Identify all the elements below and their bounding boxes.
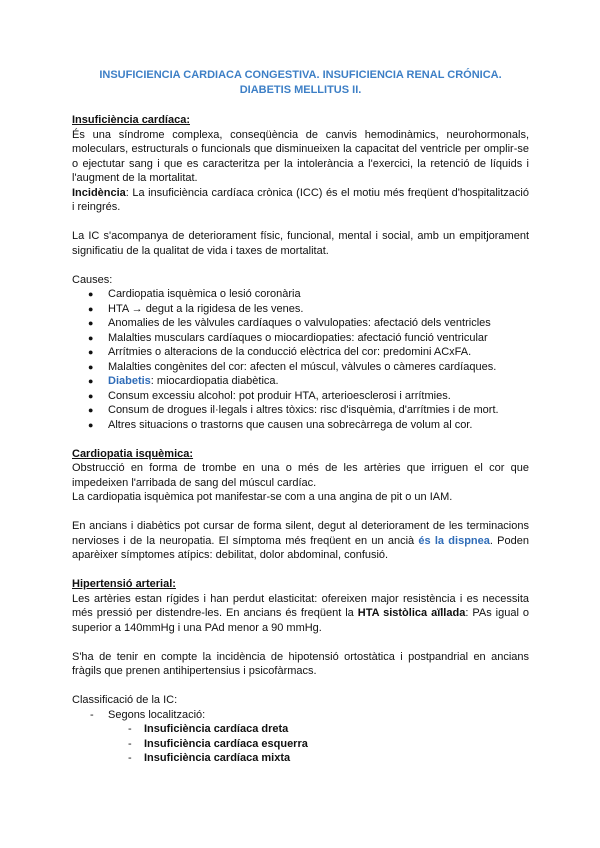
cause-item: ● Altres situacions o trastorns que causen una sobrecàrrega de volum al cor.: [72, 418, 529, 433]
cause-item: ● Cardiopatia isquèmica o lesió coronària: [72, 287, 529, 302]
causes-list: [72, 287, 529, 432]
title-line-1: INSUFICIENCIA CARDIACA CONGESTIVA. INSUFICIENCIA RENAL CRÓNICA.: [99, 69, 502, 81]
cause-item: ● Anomalies de les vàlvules cardíaques o valvulopaties: afectació dels ventricles: [72, 316, 529, 331]
cause-item: ● Consum excessiu alcohol: pot produir HTA, arterioesclerosi i arrítmies.: [72, 389, 529, 404]
hipertensio-heading: Hipertensió arterial:: [72, 578, 176, 590]
classificacio-item: - Insuficiència cardíaca dreta: [72, 722, 529, 737]
ic-incidence: [72, 186, 529, 215]
cause-item: ● HTA → degut a la rigidesa de les venes.: [72, 302, 529, 317]
elderly-before: En ancians i diabètics pot cursar de forma silent, degut al deteriorament de les terminacions nervioses i de la neuropatia. El símptoma més freqüent en un ancià: [72, 520, 529, 547]
hipertensio-text: [72, 592, 529, 636]
cause-item: ● Malalties musculars cardíaques o miocardiopaties: afectació funció ventricular: [72, 331, 529, 346]
cardiopatia-elderly: [72, 519, 529, 563]
classificacio-item: - Insuficiència cardíaca mixta: [72, 751, 529, 766]
incidence-label: Incidència: [72, 186, 126, 199]
document-title: [72, 68, 529, 98]
diabetis-text: : miocardiopatia diabètica.: [150, 375, 279, 387]
cause-item: ● Malalties congènites del cor: afecten el múscul, vàlvules o càmeres cardíaques.: [72, 360, 529, 375]
cardiopatia-text-1: Obstrucció en forma de trombe en una o més de les artèries que irriguen el cor que impedeixen l'arribada de sang del múscul cardíac.: [72, 462, 529, 489]
cardiopatia-text-2: La cardiopatia isquèmica pot manifestar-se com a una angina de pit o un IAM.: [72, 491, 453, 503]
title-line-2: DIABETIS MELLITUS II.: [239, 84, 362, 96]
diabetis-label: Diabetis: [108, 375, 151, 387]
classificacio-sub: - Segons localització:: [72, 708, 529, 723]
hipertensio-ortostatica: S'ha de tenir en compte la incidència de hipotensió ortostàtica i postpandrial en ancians fràgils que prenen antihipertensius i psicofàrmacs.: [72, 650, 529, 677]
hta-bold: HTA sistòlica aïllada: [357, 607, 466, 619]
incidence-text: : La insuficiència cardíaca crònica (ICC) és el motiu més freqüent d'hospitalització i reingrés.: [72, 186, 529, 213]
cause-item: ● Arrítmies o alteracions de la conducció elèctrica del cor: predomini ACxFA.: [72, 345, 529, 360]
ic-deterioration: La IC s'acompanya de deteriorament físic, funcional, mental i social, amb un empitjorament significatiu de la qualitat de vida i taxes de mortalitat.: [72, 230, 529, 257]
causes-label: Causes:: [72, 273, 113, 286]
classificacio-item: - Insuficiència cardíaca esquerra: [72, 737, 529, 752]
cardiopatia-heading: Cardiopatia isquèmica:: [72, 447, 194, 460]
elderly-after: . Poden aparèixer símptomes atípics: debilitat, dolor abdominal, confusió.: [72, 534, 529, 561]
ic-definition: És una síndrome complexa, conseqüència de canvis hemodinàmics, neurohormonals, moleculars, estructurals o funcionals que disminueixen la capacitat del ventricle per omplir-se o ejectutar sang i que es caracteritza per la intolerància a l'exercici, la retenció de líquids i l'augment de la mortalitat.: [72, 128, 529, 184]
elderly-highlight: és la dispnea: [418, 534, 490, 547]
document-page: [72, 68, 529, 766]
cause-item: ● Consum de drogues il·legals i altres tòxics: risc d'isquèmia, d'arrítmies i de mort.: [72, 403, 529, 418]
classificacio-label: Classificació de la IC:: [72, 694, 178, 706]
ic-heading: Insuficiència cardíaca:: [72, 114, 190, 126]
hta-before: Les artèries estan rígides i han perdut elasticitat: ofereixen major resistència i es necessita més pressió per distendre-les. En ancians és freqüent la: [72, 592, 529, 619]
hta-after: : PAs igual o superior a 140mmHg i una PAd menor a 90 mmHg.: [72, 607, 529, 634]
cause-item-diabetis: [72, 374, 529, 389]
